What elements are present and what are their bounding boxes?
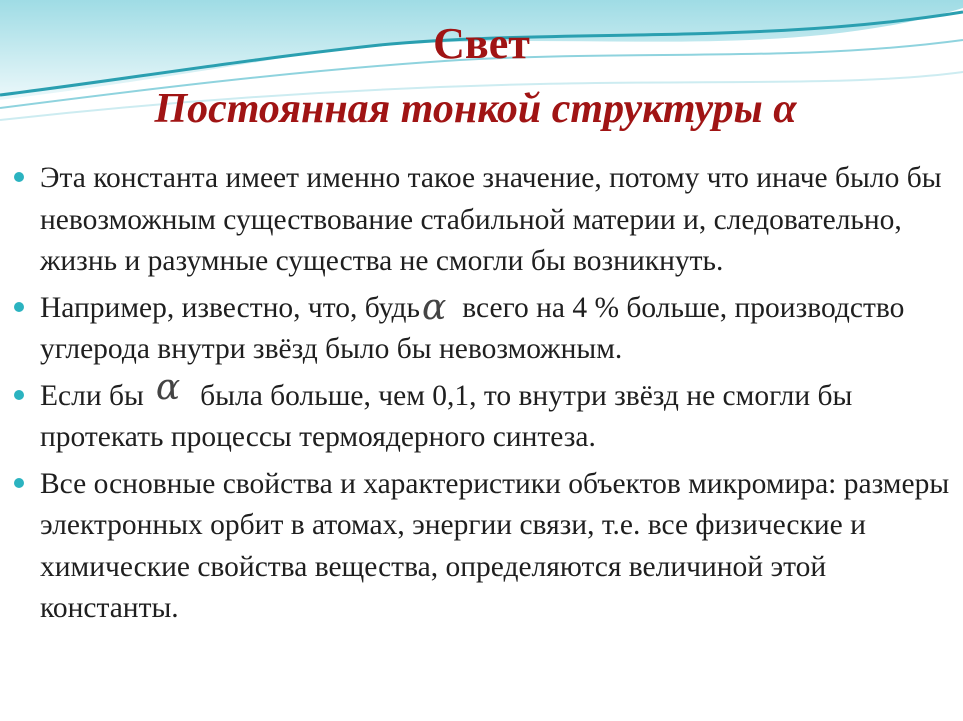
bullet-item xyxy=(14,366,954,459)
alpha-symbol: α xyxy=(421,286,447,328)
bullet-dot-icon xyxy=(14,172,24,182)
bullet-text-after: была больше, чем 0,1, то внутри звёзд не смогли бы протекать процессы термоядерного синтеза. xyxy=(40,379,853,453)
bullet-item xyxy=(14,288,954,371)
bullet-item xyxy=(14,158,954,283)
bullet-list xyxy=(14,158,954,635)
slide-title: Свет xyxy=(433,19,530,68)
bullet-text: Эта константа имеет именно такое значение, потому что иначе было бы невозможным существование стабильной материи и, следовательно, жизнь и разумные существа не смогли бы возникнуть. xyxy=(40,162,942,277)
slide-subtitle: Постоянная тонкой структуры α xyxy=(154,86,797,132)
alpha-symbol: α xyxy=(155,366,181,408)
bullet-dot-icon xyxy=(14,302,24,312)
bullet-dot-icon xyxy=(14,478,24,488)
bullet-text: Все основные свойства и характеристики объектов микромира: размеры электронных орбит в атомах, энергии связи, т.е. все физические и химические свойства вещества, определяются величиной этой константы. xyxy=(40,467,950,624)
bullet-text-before: Например, известно, что, будь xyxy=(40,291,420,324)
bullet-item xyxy=(14,464,954,630)
bullet-text-after: всего на 4 % больше, производство углерода внутри звёзд было бы невозможным. xyxy=(40,291,905,365)
bullet-dot-icon xyxy=(14,390,24,400)
bullet-text-before: Если бы xyxy=(40,379,144,412)
